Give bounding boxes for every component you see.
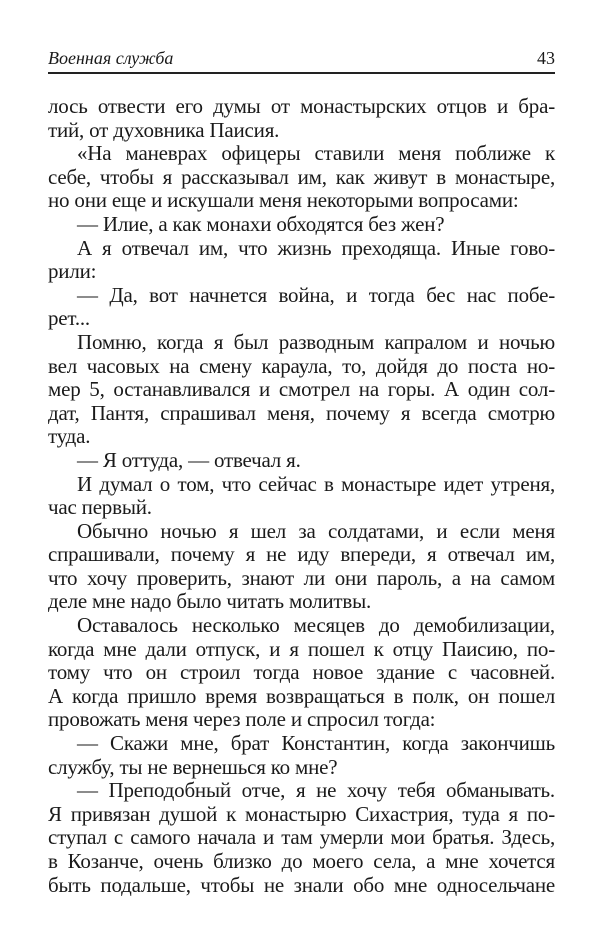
page-number: 43 (537, 48, 555, 68)
text-line: в Козанче, очень близко до моего села, а мне хочется (48, 849, 555, 873)
text-line: службу, ты не вернешься ко мне? (48, 754, 338, 779)
text-line: туда. (48, 424, 91, 449)
page-body-text (48, 95, 555, 897)
text-line: деле мне надо было читать молитвы. (48, 589, 372, 614)
text-line: провожать меня через поле и спросил тогда: (48, 707, 436, 732)
paragraph (48, 284, 555, 331)
text-line: мер 5, останавливался и смотрел на горы. А один сол- (48, 377, 555, 402)
text-line: спрашивали, почему я не иду впереди, я отвечал им, (48, 542, 555, 567)
paragraph (48, 142, 555, 213)
text-line: — Скажи мне, брат Константин, когда закончишь (77, 731, 555, 756)
text-line: А я отвечал им, что жизнь преходяща. Иные гово- (77, 235, 555, 260)
running-title: Военная служба (48, 48, 174, 68)
text-line: Обычно ночью я шел за солдатами, и если меня (77, 518, 555, 543)
text-line: тому что он строил тогда новое здание с часовней. (48, 660, 555, 685)
text-line: «На маневрах офицеры ставили меня поближе к (77, 141, 555, 166)
text-line: Оставалось несколько месяцев до демобилизации, (77, 613, 555, 638)
text-line: — Я оттуда, — отвечал я. (77, 447, 301, 472)
text-line: рет... (48, 306, 90, 331)
text-line: Помню, когда я был разводным капралом и ночью (77, 329, 555, 354)
text-line: когда мне дали отпуск, и я пошел к отцу Паисию, по- (48, 636, 555, 661)
text-line: тий, от духовника Паисия. (48, 117, 280, 142)
text-line: дат, Пантя, спрашивал меня, почему я всегда смотрю (48, 400, 555, 425)
paragraph (48, 473, 555, 520)
paragraph (48, 237, 555, 284)
paragraph (48, 95, 555, 142)
text-line: вел часовых на смену караула, то, дойдя до поста но- (48, 353, 555, 378)
text-line: лось отвести его думы от монастырских отцов и бра- (48, 94, 555, 118)
paragraph (48, 449, 555, 473)
text-line: И думал о том, что сейчас в монастыре идет утреня, (77, 471, 555, 496)
text-line: А когда пришло время возвращаться в полк, он пошел (48, 683, 555, 708)
paragraph (48, 213, 555, 237)
text-line: себе, чтобы я рассказывал им, как живут в монастыре, (48, 164, 555, 189)
text-line: но они еще и искушали меня некоторыми вопросами: (48, 188, 519, 213)
text-line: Я привязан душой к монастырю Сихастрия, туда я по- (48, 801, 555, 826)
text-line: — Илие, а как монахи обходятся без жен? (77, 211, 445, 236)
running-header (48, 44, 555, 74)
paragraph (48, 779, 555, 897)
text-line: час первый. (48, 495, 152, 520)
text-line: — Да, вот начнется война, и тогда бес нас побе- (77, 282, 555, 307)
paragraph (48, 520, 555, 614)
paragraph (48, 732, 555, 779)
text-line: — Преподобный отче, я не хочу тебя обманывать. (77, 778, 555, 803)
text-line: что хочу проверить, знают ли они пароль, а на самом (48, 565, 555, 590)
text-line: рили: (48, 259, 97, 284)
paragraph (48, 614, 555, 732)
text-line: ступал с самого начала и там умерли мои братья. Здесь, (48, 825, 555, 850)
text-line: быть подальше, чтобы не знали обо мне односельчане (48, 872, 555, 897)
paragraph (48, 331, 555, 449)
